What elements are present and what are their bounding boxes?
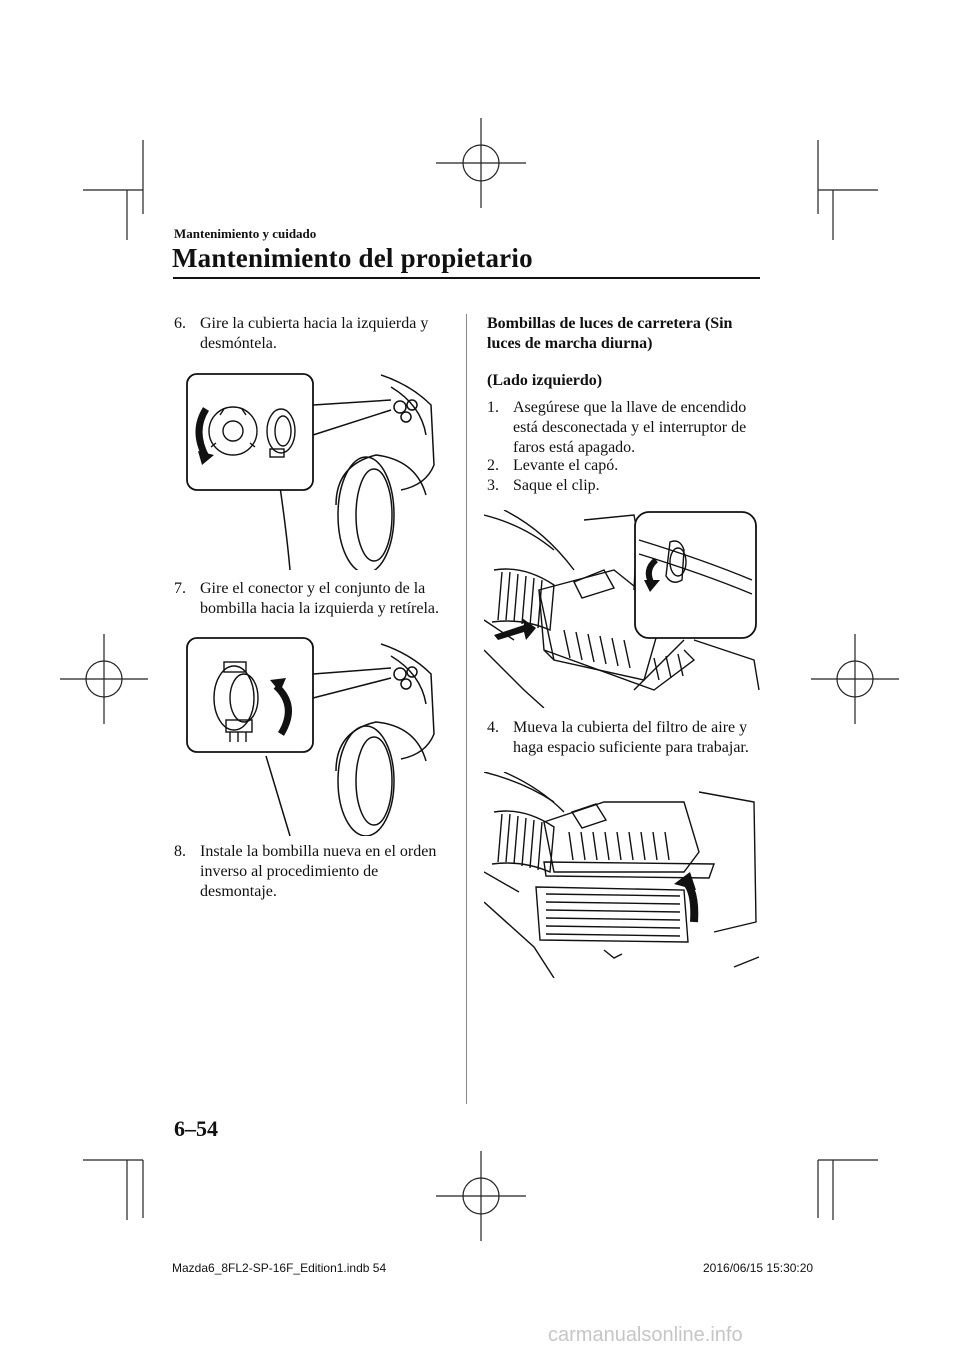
step-text: Asegúrese que la llave de encendido está desconectada y el interruptor de faros está apagado. <box>513 399 747 456</box>
header-rule <box>173 277 760 279</box>
step-text: Mueva la cubierta del filtro de aire y haga espacio suficiente para trabajar. <box>513 719 749 756</box>
side-subheading: (Lado izquierdo) <box>487 372 603 389</box>
step-number: 7. <box>174 580 186 597</box>
print-file-info: Mazda6_8FL2-SP-16F_Edition1.indb 54 <box>172 1261 387 1275</box>
illustration-rotate-bulb <box>186 636 440 836</box>
step-7 <box>174 579 454 619</box>
step-1 <box>487 398 759 458</box>
step-text: Gire la cubierta hacia la izquierda y desmóntela. <box>200 315 429 352</box>
step-3 <box>487 476 759 496</box>
step-number: 2. <box>487 457 499 474</box>
step-text: Levante el capó. <box>513 457 619 474</box>
illustration-move-filter-cover <box>484 772 760 978</box>
page-number: 6–54 <box>174 1116 218 1141</box>
step-6 <box>174 314 454 354</box>
step-8 <box>174 842 454 902</box>
step-number: 1. <box>487 399 499 416</box>
page-title: Mantenimiento del propietario <box>172 243 533 273</box>
step-text: Gire el conector y el conjunto de la bombilla hacia la izquierda y retírela. <box>200 580 439 617</box>
step-number: 4. <box>487 719 499 736</box>
column-separator <box>466 314 467 1104</box>
step-text: Saque el clip. <box>513 477 600 494</box>
step-number: 8. <box>174 843 186 860</box>
print-timestamp: 2016/06/15 15:30:20 <box>703 1261 814 1275</box>
section-heading: Bombillas de luces de carretera (Sin luces de marcha diurna) <box>487 315 733 352</box>
illustration-remove-cover <box>186 365 440 570</box>
step-2 <box>487 456 759 476</box>
section-label: Mantenimiento y cuidado <box>174 226 317 241</box>
illustration-remove-clip <box>484 510 760 708</box>
watermark-text: carmanualsonline.info <box>548 1324 743 1346</box>
step-number: 6. <box>174 315 186 332</box>
step-text: Instale la bombilla nueva en el orden inverso al procedimiento de desmontaje. <box>200 843 437 900</box>
step-number: 3. <box>487 477 499 494</box>
step-4 <box>487 718 759 758</box>
